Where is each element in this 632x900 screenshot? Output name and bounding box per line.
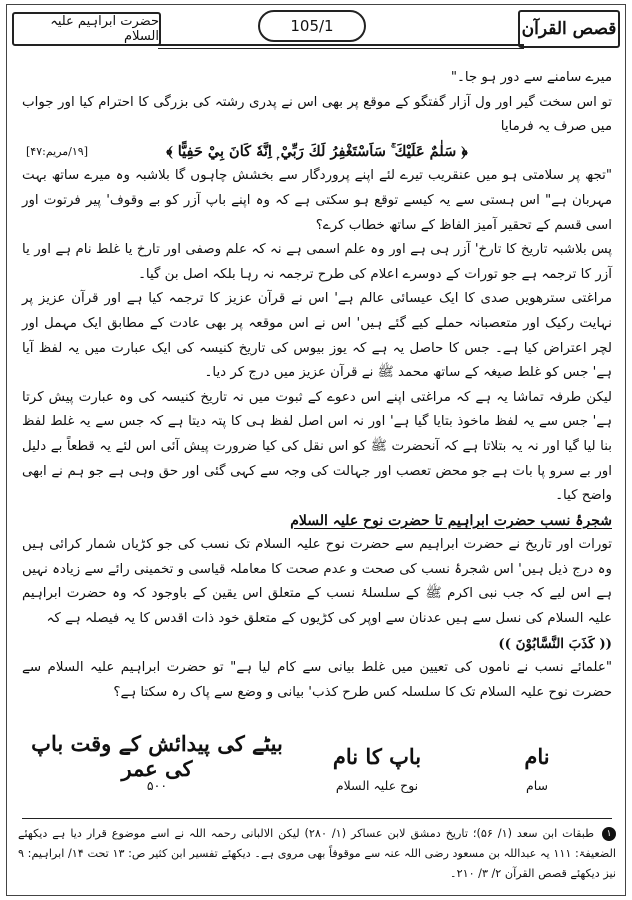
paragraph-1: میرے سامنے سے دور ہو جا۔" xyxy=(450,70,612,85)
page-body xyxy=(22,66,612,705)
header-name: نام xyxy=(524,743,550,769)
chapter-title: حضرت ابراہیم علیہ السلام xyxy=(12,12,161,46)
paragraph-8: "علمائے نسب نے ناموں کی تعیین میں غلط بیانی سے کام لیا ہے" تو حضرت ابراہیم علیہ السلام سے حضرت نوح علیہ السلام تک کا سلسلہ کس طرح کذب' بیانی و وضع سے پاک رہ سکتا ہے؟ xyxy=(22,660,612,700)
header-father-name: باپ کا نام xyxy=(332,743,422,769)
paragraph-4: پس بلاشبہ تاریخ کا تارخ' آزر ہی ہے اور وہ علم اسمی ہے نہ کہ علم وصفی اور تارخ یا غلط نام ہے اور یا آزر کا ترجمہ ہے جو تورات کے دوسرے اعلام کی طرح ترجمہ نہ رہا بلکہ اصل بن گیا۔ xyxy=(22,242,612,282)
paragraph-7: تورات اور تاریخ نے حضرت ابراہیم سے حضرت نوح علیہ السلام تک نسب کی جو کڑیاں شمار کرائی ہیں وہ درج ذیل ہیں' اس شجرۂ نسب کی صحت و عدم صحت کا معاملہ قیاسی و تخمینی رائے سے زیادہ نہیں ہے اس لیے کہ جب نبی اکرم ﷺ کے سلسلۂ نسب کے متعلق اس یقین کے باوجود کہ وہ حضرت ابراہیم علیہ السلام کی نسل سے ہیں عدنان سے اوپر کی کڑیوں کے متعلق خود ذات اقدس کا یہ فیصلہ ہے کہ xyxy=(22,537,612,627)
section-heading: شجرۂ نسب حضرت ابراہیم تا حضرت نوح علیہ السلام xyxy=(290,512,612,529)
page-number: 105/1 xyxy=(258,10,366,42)
footnote xyxy=(18,824,616,884)
paragraph-3: "تجھ پر سلامتی ہو میں عنقریب تیرے لئے اپنے پروردگار سے بخشش چاہوں گا بلاشبہ وہ میرے ساتھ بہت مہربان ہے" اس ہستی سے یہ کیسے توقع ہو سکتی ہے کہ وہ اپنے باپ آزر کو بے وقوف' پیر فرتوت اور اسی قسم کے تحقیر آمیز الفاظ کے ساتھ خطاب کرے؟ xyxy=(22,168,612,233)
header-father-age: بیٹے کی پیدائش کے وقت باپ کی عمر xyxy=(31,731,283,781)
paragraph-5: مراغتی سترھویں صدی کا ایک عیسائی عالم ہے' اس نے قرآن عزیز کا ترجمہ کیا ہے اور قرآن عزیز پر نہایت رکیک اور متعصبانہ حملے کیے گئے ہیں' اس نے اس موقعہ پر بھی عادت کے مطابق ایک مہمل اور لچر اعتراض کیا ہے۔ جس کا حاصل یہ ہے کہ یوز بیوس کی تاریخ کنیسہ کی ایک عبارت میں یہ لفظ آیا ہے' جس کو غلط صیغہ کے ساتھ محمد ﷺ نے قرآن عزیز میں درج کر دیا۔ xyxy=(22,291,612,381)
paragraph-2: تو اس سخت گیر اور ول آزار گفتگو کے موقع پر بھی اس نے پدری رشتہ کی بزرگی کا احترام کیا اور جواب میں صرف یہ فرمایا xyxy=(22,94,612,135)
lineage-table xyxy=(22,731,612,796)
cell-name: سام xyxy=(525,777,549,793)
cell-father-name: نوح علیہ السلام xyxy=(335,777,419,793)
cell-father-age: ۵۰۰ xyxy=(146,777,168,793)
hadith-quote: (( كَذَبَ النَّسَّابُوْنَ )) xyxy=(498,635,612,652)
quran-verse-text: ﴿ سَلٰمٌ عَلَيْكَ ۚ سَاَسْتَغْفِرُ لَكَ رَبِّيْ ۭ اِنَّهٗ كَانَ بِيْ حَفِيًّا ﴾ xyxy=(166,142,468,160)
book-title: قصص القرآن xyxy=(518,10,620,48)
header-rule-thin xyxy=(158,48,524,49)
quran-verse xyxy=(22,140,612,165)
footnote-separator xyxy=(22,818,612,819)
paragraph-6: لیکن طرفہ تماشا یہ ہے کہ مراغتی اپنے اس دعوے کے ثبوت میں نہ تاریخ کنیسہ کی وہ عبارت پیش کرتا ہے' جس سے یہ لفظ ماخوذ بتایا گیا ہے' اور نہ اس اصل لفظ ہی کا پتہ دیتا ہے کہ جس سے یہ غلط لفظ بنا لیا گیا اور نہ یہ بتلاتا ہے کہ آنحضرت ﷺ کو اس نقل کی کیا ضرورت پیش آئی اس لئے یہ قطعاً بے دلیل اور بے سرو پا بات ہے جو محض تعصب اور جہالت کی وجہ سے کہی گئی اور حق وہی ہے جو ہم نے ابھی واضح کیا۔ xyxy=(22,389,612,504)
table-row xyxy=(22,774,612,796)
footnote-text: طبقات ابن سعد (۱/ ۵۶)؛ تاریخ دمشق لابن عساکر (۱/ ۲۸۰) لیکن الالبانی رحمہ اللہ نے اسے موضوع قرار دیا ہے دیکھئے الضعیفۃ: ۱۱۱ یہ عبداللہ بن مسعود رضی اللہ عنہ سے موقوفاً بھی مروی ہے۔ دیکھئے تفسیر ابن کثیر ص: ۱۳ تحت ۱۴/ ابراہیم: ۹ نیز دیکھئے قصص القرآن ۲/ ۳/ ۲۱۰۔ xyxy=(18,827,616,880)
page-header xyxy=(6,4,626,58)
verse-reference: [۱۹/مریم:۴۷] xyxy=(26,144,89,158)
footnote-marker: ۱ xyxy=(602,827,616,841)
table-header-row xyxy=(22,731,612,781)
header-rule xyxy=(158,44,524,46)
